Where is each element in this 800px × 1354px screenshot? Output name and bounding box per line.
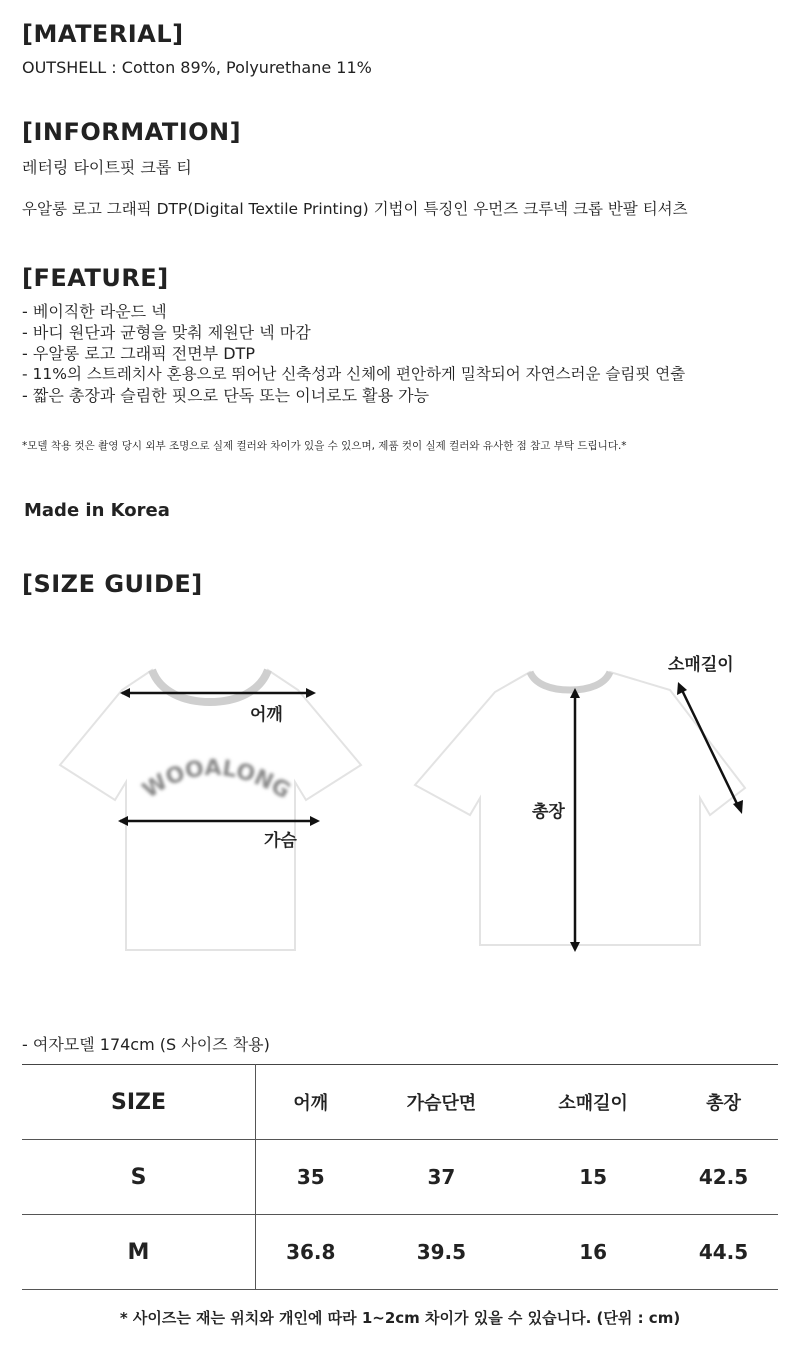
feature-item: - 우알롱 로고 그래픽 전면부 DTP	[22, 344, 255, 363]
tshirt-front-illustration	[40, 650, 380, 960]
feature-item: - 짧은 총장과 슬림한 핏으로 단독 또는 이너로도 활용 가능	[22, 386, 430, 405]
table-header-sleeve: 소매길이	[558, 1093, 628, 1114]
feature-item: - 베이직한 라운드 넥	[22, 302, 167, 321]
material-heading: [MATERIAL]	[22, 20, 184, 48]
table-cell: 42.5	[698, 1165, 749, 1189]
table-row	[22, 1215, 778, 1290]
table-row	[22, 1140, 778, 1215]
table-cell: 44.5	[698, 1240, 749, 1264]
chest-label: 가슴	[264, 831, 297, 851]
tshirt-back-illustration	[400, 640, 760, 960]
photo-disclaimer: *모델 착용 컷은 촬영 당시 외부 조명으로 실제 컬러와 차이가 있을 수 있으며, 제품 컷이 실제 컬러와 유사한 점 참고 부탁 드립니다.*	[22, 440, 627, 452]
model-info: - 여자모델 174cm (S 사이즈 착용)	[22, 1035, 270, 1054]
front-logo-graphic: WOOALONG	[138, 755, 295, 805]
back-collar	[530, 672, 610, 690]
table-cell: 37	[427, 1165, 456, 1189]
shoulder-label: 어깨	[250, 705, 283, 725]
table-header-chest: 가슴단면	[406, 1093, 477, 1114]
table-cell-size: M	[22, 1215, 256, 1290]
made-in: Made in Korea	[24, 500, 170, 521]
table-cell: 16	[579, 1240, 608, 1264]
information-heading: [INFORMATION]	[22, 118, 242, 146]
sleeve-label: 소매길이	[668, 655, 734, 675]
product-name: 레터링 타이트핏 크롭 티	[22, 158, 192, 177]
material-text: OUTSHELL : Cotton 89%, Polyurethane 11%	[22, 58, 372, 77]
size-note: * 사이즈는 재는 위치와 개인에 따라 1~2cm 차이가 있을 수 있습니다. (단위 : cm)	[119, 1309, 681, 1327]
product-description: 우알롱 로고 그래픽 DTP(Digital Textile Printing) 기법이 특징인 우먼즈 크루넥 크롭 반팔 티셔츠	[22, 200, 688, 218]
feature-item: - 11%의 스트레치사 혼용으로 뛰어난 신축성과 신체에 편안하게 밀착되어 자연스러운 슬림핏 연출	[22, 365, 686, 383]
size-table	[22, 1064, 778, 1290]
table-cell-size: S	[22, 1140, 256, 1215]
feature-heading: [FEATURE]	[22, 264, 169, 292]
table-header-shoulder: 어깨	[293, 1093, 329, 1114]
table-header-size: SIZE	[22, 1065, 256, 1140]
length-label: 총장	[532, 802, 565, 822]
table-cell: 15	[579, 1165, 608, 1189]
size-guide-heading: [SIZE GUIDE]	[22, 570, 203, 598]
feature-item: - 바디 원단과 균형을 맞춰 제원단 넥 마감	[22, 323, 311, 342]
back-shirt-outline	[415, 672, 745, 945]
table-header-length: 총장	[706, 1093, 741, 1114]
front-shirt-outline	[60, 670, 361, 950]
table-cell: 35	[296, 1165, 325, 1189]
table-cell: 36.8	[286, 1240, 336, 1264]
table-cell: 39.5	[416, 1240, 467, 1264]
table-header-row	[22, 1065, 778, 1140]
feature-list	[22, 301, 685, 406]
